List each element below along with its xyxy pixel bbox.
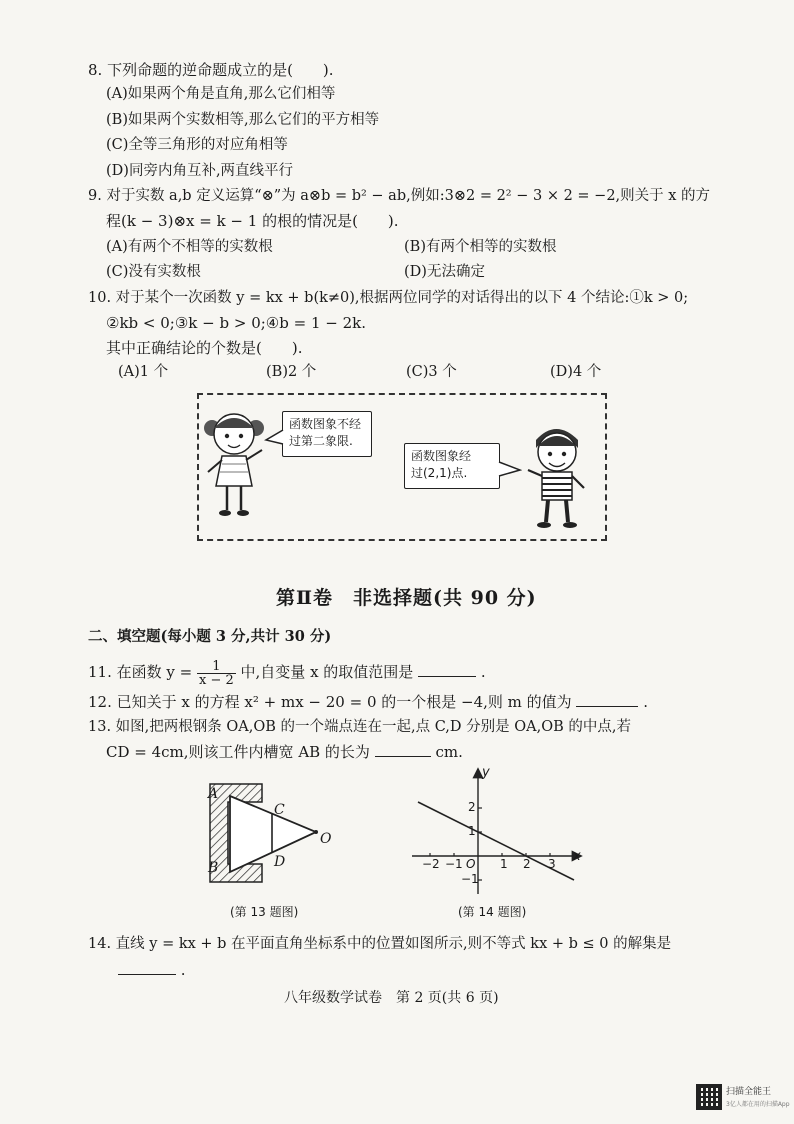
q8-option-c: (C)全等三角形的对应角相等 xyxy=(106,137,288,153)
fig14-y-tick-neg1: −1 xyxy=(461,872,479,886)
fig13-label-b: B xyxy=(208,860,219,876)
fig14-y-tick-1: 1 xyxy=(468,824,476,838)
q9-option-c: (C)没有实数根 xyxy=(106,264,201,280)
girl-bubble-line2: 过第二象限. xyxy=(289,434,353,448)
boy-illustration xyxy=(522,426,592,530)
q9-stem-line1: 9. 对于实数 a,b 定义运算“⊗”为 a⊗b = b² − ab,例如:3⊗2 = 2² − 3 × 2 = −2,则关于 x 的方 xyxy=(88,188,711,204)
q11-pre: 11. 在函数 y = xyxy=(88,663,193,681)
qr-code-icon xyxy=(696,1084,722,1110)
fig13-label-o: O xyxy=(320,831,332,847)
fig14-origin-label: O xyxy=(466,857,476,871)
fig14-x-tick-neg2: −2 xyxy=(422,857,440,871)
section-2-title: 第Ⅱ卷 非选择题(共 90 分) xyxy=(276,587,537,609)
q13-line2-text: CD = 4cm,则该工件内槽宽 AB 的长为 xyxy=(106,743,370,761)
q10-stem-line3: 其中正确结论的个数是( ). xyxy=(106,339,303,357)
q11-fraction-numerator: 1 xyxy=(197,660,236,674)
q9-option-a: (A)有两个不相等的实数根 xyxy=(106,239,273,255)
q10-option-d: (D)4 个 xyxy=(550,364,602,380)
q10-option-a: (A)1 个 xyxy=(118,364,169,380)
q11-post: 中,自变量 x 的取值范围是 xyxy=(240,663,414,681)
steel-bars-triangle xyxy=(230,796,316,872)
q10-option-b: (B)2 个 xyxy=(266,364,317,380)
q9-option-d: (D)无法确定 xyxy=(404,264,485,280)
girl-speech-bubble xyxy=(282,411,372,457)
q8-option-b: (B)如果两个实数相等,那么它们的平方相等 xyxy=(106,112,380,128)
fig13-label-a: A xyxy=(208,786,219,802)
girl-illustration xyxy=(200,406,270,524)
watermark-name: 扫描全能王 xyxy=(726,1087,772,1097)
page-footer: 八年级数学试卷 第 2 页(共 6 页) xyxy=(284,990,499,1006)
fig14-x-tick-2: 2 xyxy=(523,857,531,871)
girl-bubble-line1: 函数图象不经 xyxy=(289,417,362,431)
q8-stem: 8. 下列命题的逆命题成立的是( ). xyxy=(88,61,334,79)
figure-13-caption: (第 13 题图) xyxy=(230,905,299,919)
fig14-x-tick-neg1: −1 xyxy=(445,857,463,871)
q8-option-a: (A)如果两个角是直角,那么它们相等 xyxy=(106,86,336,102)
scanner-watermark xyxy=(726,1084,790,1108)
q14-end: . xyxy=(180,961,186,979)
boy-bubble-line1: 函数图象经 xyxy=(411,449,472,463)
q11-fraction-denominator: x − 2 xyxy=(198,672,234,688)
q13-unit: cm. xyxy=(435,743,463,761)
boy-speech-bubble xyxy=(404,443,500,489)
q9-stem-line2: 程(k − 3)⊗x = k − 1 的根的情况是( ). xyxy=(106,212,399,230)
q12-answer-blank[interactable] xyxy=(576,693,638,707)
q13-line1: 13. 如图,把两根钢条 OA,OB 的一个端点连在一起,点 C,D 分别是 OA,OB 的中点,若 xyxy=(88,719,631,735)
boy-bubble-line2: 过(2,1)点. xyxy=(411,466,468,480)
q10-stem-line1: 10. 对于某个一次函数 y = kx + b(k≠0),根据两位同学的对话得出的以下 4 个结论:①k > 0; xyxy=(88,290,689,306)
fig14-axis-x-label: x xyxy=(573,849,581,864)
q10-stem-line2: ②kb < 0;③k − b > 0;④b = 1 − 2k. xyxy=(106,314,366,332)
fig14-x-tick-3: 3 xyxy=(548,857,556,871)
q11-answer-blank[interactable] xyxy=(418,663,476,677)
q13-answer-blank[interactable] xyxy=(375,743,431,757)
fig14-x-tick-1: 1 xyxy=(500,857,508,871)
q11-end: . xyxy=(480,663,486,681)
figure-14-caption: (第 14 题图) xyxy=(458,905,527,919)
q11 xyxy=(88,656,486,688)
q14-text: 14. 直线 y = kx + b 在平面直角坐标系中的位置如图所示,则不等式 kx + b ≤ 0 的解集是 xyxy=(88,936,672,952)
q12 xyxy=(88,692,648,712)
fig13-label-d: D xyxy=(274,854,286,870)
fig14-y-tick-2: 2 xyxy=(468,800,476,814)
q12-end: . xyxy=(643,693,649,711)
q14-answer-line xyxy=(118,960,186,980)
q13-line2 xyxy=(106,742,463,762)
girl-bubble-tail xyxy=(264,428,284,448)
boy-bubble-tail xyxy=(498,460,522,480)
q8-option-d: (D)同旁内角互补,两直线平行 xyxy=(106,163,294,179)
watermark-sub: 3亿人都在用的扫描App xyxy=(726,1101,790,1108)
q10-option-c: (C)3 个 xyxy=(406,364,457,380)
q9-option-b: (B)有两个相等的实数根 xyxy=(404,239,557,255)
fig13-label-c: C xyxy=(274,802,285,818)
fig14-axis-y-label: y xyxy=(482,765,490,780)
q14-answer-blank[interactable] xyxy=(118,961,176,975)
part-2-title: 二、填空题(每小题 3 分,共计 30 分) xyxy=(88,628,332,645)
q11-fraction xyxy=(197,660,236,687)
q12-text: 12. 已知关于 x 的方程 x² + mx − 20 = 0 的一个根是 −4,则 m 的值为 xyxy=(88,693,572,711)
figure-14 xyxy=(408,764,588,900)
